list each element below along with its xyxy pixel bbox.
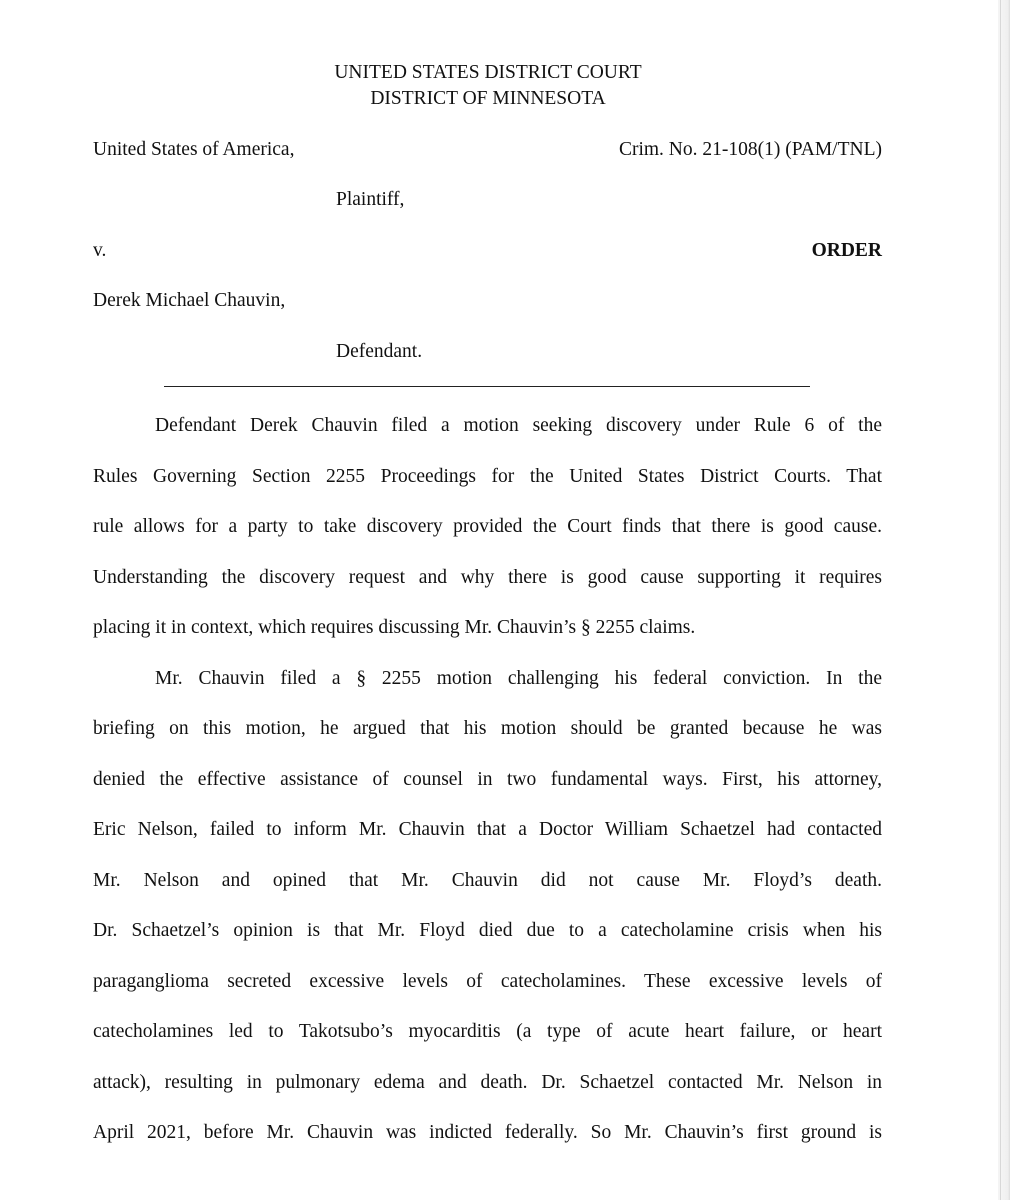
text-line: catecholamines led to Takotsubo’s myocarditis (a type of acute heart failure, or heart [93,1021,882,1042]
court-name: UNITED STATES DISTRICT COURT [334,62,642,83]
text-line: paraganglioma secreted excessive levels of catecholamines. These excessive levels of [93,970,882,992]
text-line: Understanding the discovery request and why there is good cause supporting it requires [93,566,882,588]
caption-divider [164,386,810,387]
text-line: Rules Governing Section 2255 Proceedings for the United States District Courts. That [93,465,882,487]
versus-label: v. [93,240,107,261]
text-line: Eric Nelson, failed to inform Mr. Chauvin that a Doctor William Schaetzel had contacted [93,819,882,840]
text-line: Dr. Schaetzel’s opinion is that Mr. Floyd died due to a catecholamine crisis when his [93,920,882,941]
text-line: Mr. Nelson and opined that Mr. Chauvin did not cause Mr. Floyd’s death. [93,869,882,891]
case-number: Crim. No. 21-108(1) (PAM/TNL) [618,139,882,160]
text-line: Defendant Derek Chauvin filed a motion seeking discovery under Rule 6 of the [155,415,882,436]
document-title: ORDER [811,240,882,261]
page-edge [998,0,1010,1200]
text-line: placing it in context, which requires discussing Mr. Chauvin’s § 2255 claims. [93,617,696,638]
defendant-name: Derek Michael Chauvin, [93,290,286,311]
plaintiff-name: United States of America, [93,139,295,160]
defendant-role: Defendant. [336,341,423,362]
paragraph-2 [93,667,882,1172]
paragraph-1 [93,414,882,667]
text-line: Mr. Chauvin filed a § 2255 motion challenging his federal conviction. In the [155,667,882,689]
text-line: rule allows for a party to take discovery provided the Court finds that there is good cause. [93,516,882,537]
text-line: denied the effective assistance of counsel in two fundamental ways. First, his attorney, [93,768,882,790]
court-district: DISTRICT OF MINNESOTA [370,88,606,109]
order-body [93,414,882,1172]
text-line: attack), resulting in pulmonary edema and death. Dr. Schaetzel contacted Mr. Nelson in [93,1071,882,1093]
text-line: April 2021, before Mr. Chauvin was indicted federally. So Mr. Chauvin’s first ground is [93,1122,882,1143]
text-line: briefing on this motion, he argued that his motion should be granted because he was [93,718,882,739]
plaintiff-role: Plaintiff, [336,189,405,210]
